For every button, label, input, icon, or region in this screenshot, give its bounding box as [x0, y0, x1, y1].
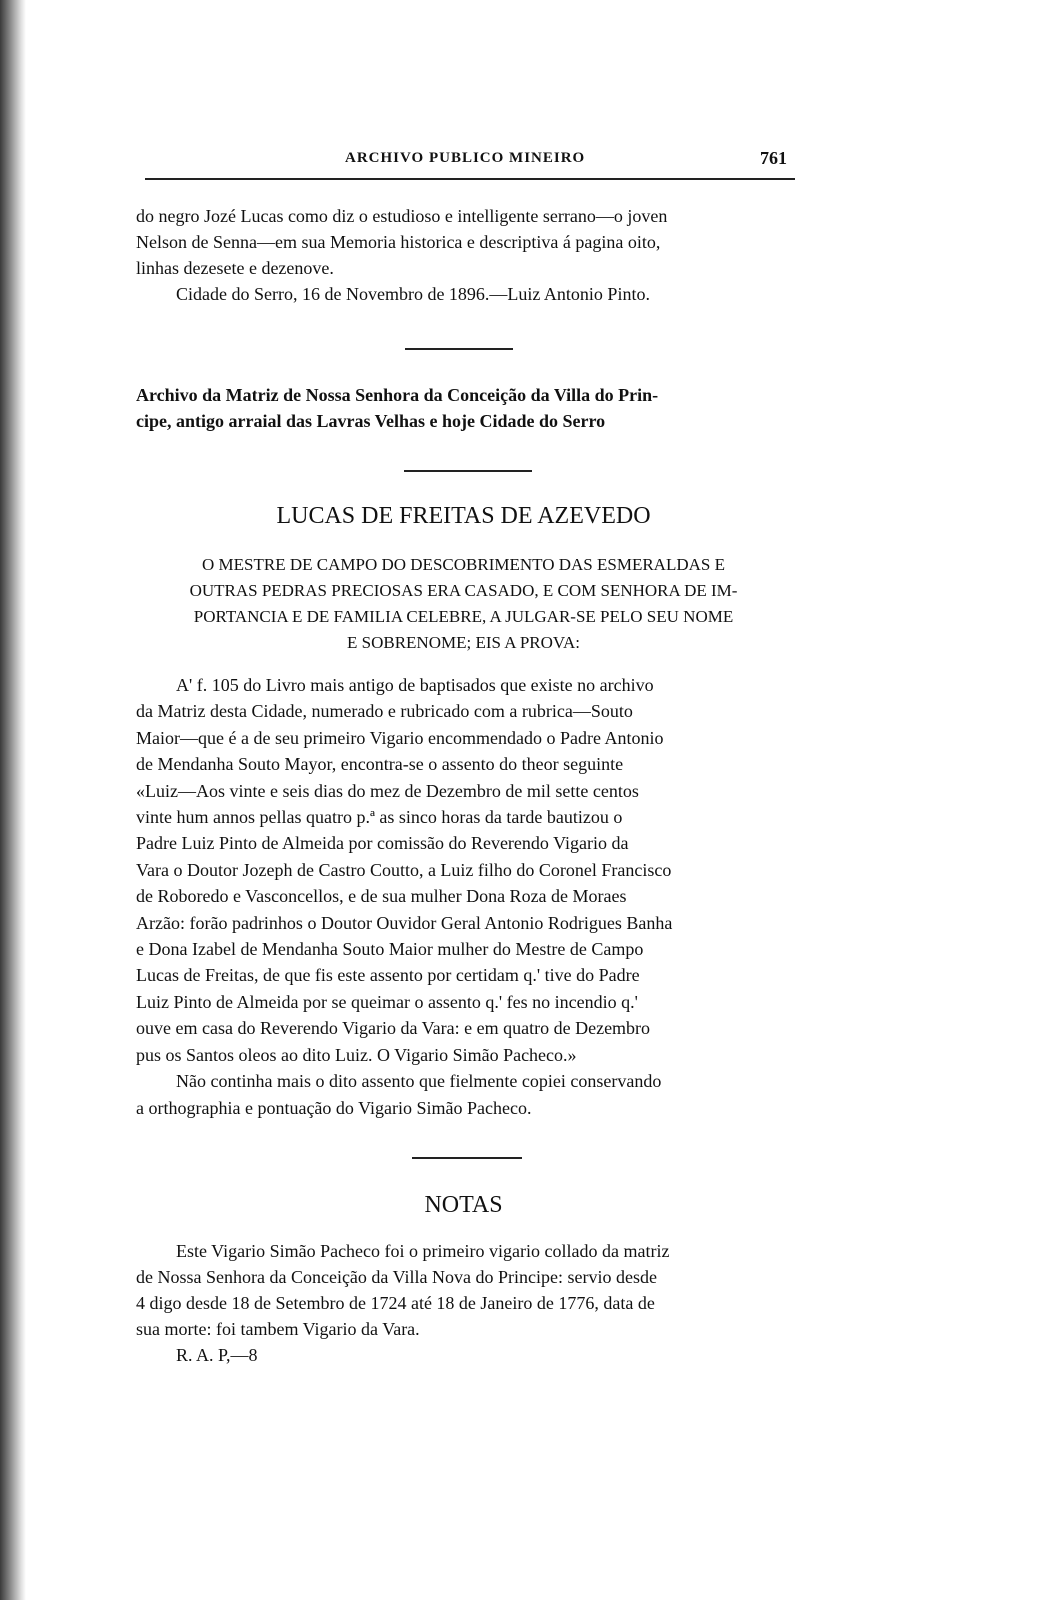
notes-paragraph: [136, 1238, 791, 1368]
closing-line: Não continha mais o dito assento que fielmente copiei conservando: [176, 1071, 662, 1092]
record-line: Arzão: forão padrinhos o Doutor Ouvidor Geral Antonio Rodrigues Banha: [136, 912, 673, 933]
intro-line: Nelson de Senna—em sua Memoria historica e descriptiva á pagina oito,: [136, 232, 661, 252]
notes-line: 4 digo desde 18 de Setembro de 1724 até 18 de Janeiro de 1776, data de: [136, 1293, 655, 1313]
record-line: Lucas de Freitas, de que fis este assento por certidam q.' tive do Padre: [136, 965, 640, 986]
section-subtitle: [136, 552, 791, 656]
page-edge-shadow: [0, 0, 26, 1600]
section-title: LUCAS DE FREITAS DE AZEVEDO: [276, 503, 651, 529]
intro-line: linhas dezesete e dezenove.: [136, 258, 334, 278]
subtitle-line: PORTANCIA E DE FAMILIA CELEBRE, A JULGAR-SE PELO SEU NOME: [193, 607, 734, 626]
intro-paragraph: [136, 203, 791, 307]
running-title: ARCHIVO PUBLICO MINEIRO: [345, 150, 586, 166]
record-line: Luiz Pinto de Almeida por se queimar o assento q.' fes no incendio q.': [136, 991, 638, 1012]
record-line: vinte hum annos pellas quatro p.ª as sinco horas da tarde bautizou o: [136, 807, 623, 828]
archive-heading: [136, 382, 791, 434]
subtitle-line: OUTRAS PEDRAS PRECIOSAS ERA CASADO, E COM SENHORA DE IM-: [189, 581, 738, 600]
divider-rule: [412, 1157, 522, 1159]
record-line: A' f. 105 do Livro mais antigo de baptisados que existe no archivo: [176, 675, 654, 695]
notes-line: Este Vigario Simão Pacheco foi o primeiro vigario collado da matriz: [176, 1241, 670, 1261]
archive-heading-line: cipe, antigo arraial das Lavras Velhas e hoje Cidade do Serro: [136, 411, 606, 431]
archive-heading-line: Archivo da Matriz de Nossa Senhora da Conceição da Villa do Prin-: [136, 385, 659, 405]
record-line: Padre Luiz Pinto de Almeida por comissão do Reverendo Vigario da: [136, 833, 629, 854]
record-line: Maior—que é a de seu primeiro Vigario encommendado o Padre Antonio: [136, 727, 664, 748]
record-line: ouve em casa do Reverendo Vigario da Vara: e em quatro de Dezembro: [136, 1018, 651, 1039]
divider-rule: [404, 470, 532, 472]
intro-line: do negro Jozé Lucas como diz o estudioso e intelligente serrano—o joven: [136, 206, 668, 226]
closing-line: a orthographia e pontuação do Vigario Simão Pacheco.: [136, 1097, 532, 1118]
record-line: da Matriz desta Cidade, numerado e rubricado com a rubrica—Souto: [136, 701, 633, 722]
notes-title: NOTAS: [424, 1192, 503, 1218]
intro-signature: Cidade do Serro, 16 de Novembro de 1896.—Luiz Antonio Pinto.: [176, 284, 650, 304]
notes-line: de Nossa Senhora da Conceição da Villa Nova do Principe: servio desde: [136, 1267, 657, 1287]
record-line: e Dona Izabel de Mendanha Souto Maior mulher do Mestre de Campo: [136, 939, 644, 960]
record-line: «Luiz—Aos vinte e seis dias do mez de Dezembro de mil sette centos: [136, 780, 639, 801]
record-line: Vara o Doutor Jozeph de Castro Coutto, a Luiz filho do Coronel Francisco: [136, 859, 672, 880]
divider-rule: [405, 348, 513, 350]
record-line: pus os Santos oleos ao dito Luiz. O Vigario Simão Pacheco.»: [136, 1044, 577, 1065]
subtitle-line: O MESTRE DE CAMPO DO DESCOBRIMENTO DAS ESMERALDAS E: [202, 555, 725, 574]
notes-signature: R. A. P,—8: [176, 1345, 258, 1365]
subtitle-line: E SOBRENOME; EIS A PROVA:: [346, 633, 580, 652]
header-rule: [145, 178, 795, 180]
record-line: de Roboredo e Vasconcellos, e de sua mulher Dona Roza de Moraes: [136, 886, 627, 907]
page-number: 761: [760, 148, 787, 168]
record-line: de Mendanha Souto Mayor, encontra-se o assento do theor seguinte: [136, 754, 624, 775]
page-header: [145, 146, 795, 176]
baptism-record: [136, 672, 791, 1121]
notes-line: sua morte: foi tambem Vigario da Vara.: [136, 1319, 420, 1339]
